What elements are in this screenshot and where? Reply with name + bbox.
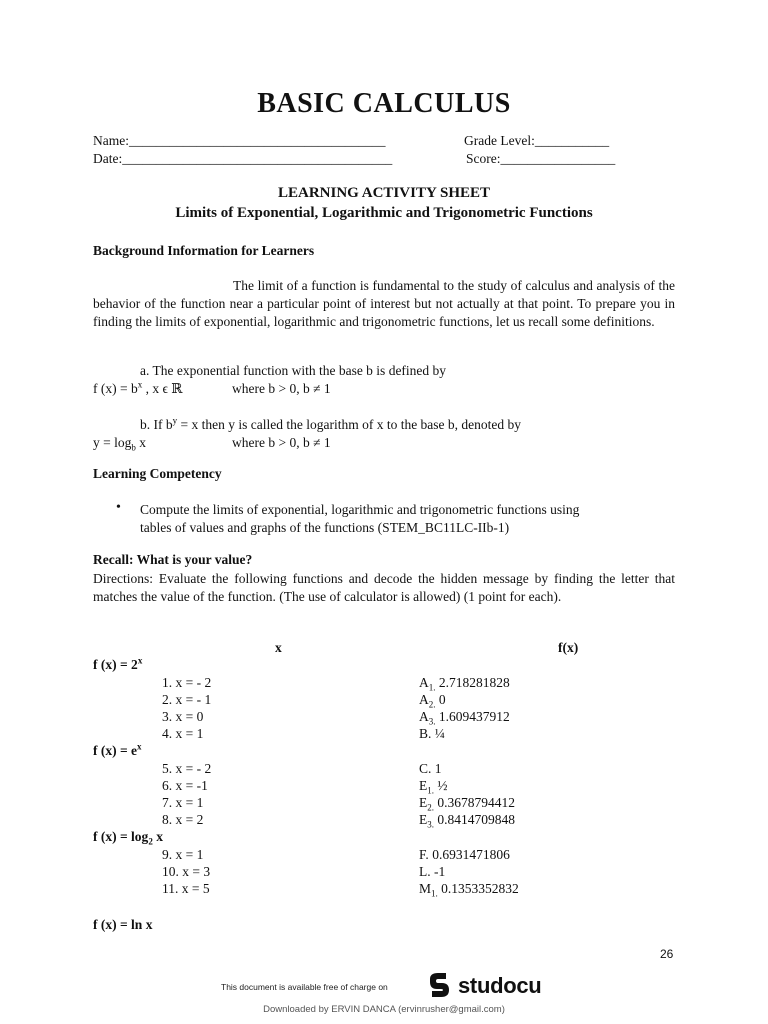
date-field: Date:________________________________________	[93, 151, 393, 166]
definition-b: b. If $b^y = x$ then y is called the logarithm of x to the base b, denoted by	[140, 415, 522, 432]
name-field: Name:______________________________________	[93, 133, 386, 148]
definition-b-condition: where b > 0, b ≠ 1	[232, 435, 331, 450]
item-value: $E_{1.}$ ½	[419, 778, 448, 796]
item-x: 6. x = -1	[162, 778, 208, 793]
definition-a-formula: f $(x) = b^x$ , x ϵ ℝ	[93, 379, 183, 396]
download-note: Downloaded by ERVIN DANCA (ervinrusher@gmail.com)	[263, 1004, 505, 1015]
item-x: 10. x = 3	[162, 864, 211, 879]
item-value: L. -1	[419, 864, 446, 879]
item-x: 1. x = - 2	[162, 675, 212, 690]
studocu-logo-icon[interactable]	[424, 970, 454, 1000]
function-label: f $(x) = e^x$	[93, 741, 142, 758]
item-value: $A_{3.}$ 1.609437912	[419, 709, 510, 727]
item-value: $A_{2.}$ 0	[419, 692, 446, 710]
page-title: BASIC CALCULUS	[257, 88, 511, 119]
function-label: f (x) = ln x	[93, 917, 153, 932]
competency-line-1: Compute the limits of exponential, logarithmic and trigonometric functions using	[140, 502, 580, 517]
item-x: 11. x = 5	[162, 881, 210, 896]
recall-directions: Directions: Evaluate the following functions and decode the hidden message by finding the letter that matches the value of the function. (The use of calculator is allowed) (1 point for each).	[93, 571, 675, 604]
recall-heading: Recall: What is your value?	[93, 552, 253, 567]
item-x: 4. x = 1	[162, 726, 204, 741]
definition-b-formula: $y = \log_b x$	[93, 435, 146, 453]
item-x: 9. x = 1	[162, 847, 204, 862]
background-heading: Background Information for Learners	[93, 243, 315, 258]
bullet-icon: •	[116, 500, 121, 515]
competency-line-2: tables of values and graphs of the functions (STEM_BC11LC-IIb-1)	[140, 520, 510, 535]
item-value: $A_{1.}$ 2.718281828	[419, 675, 510, 693]
studocu-brand[interactable]: studocu	[458, 973, 542, 998]
item-value: $E_{3.}$ 0.8414709848	[419, 812, 515, 830]
item-x: 2. x = - 1	[162, 692, 212, 707]
item-value: $M_{1.}$ 0.1353352832	[419, 881, 519, 899]
item-x: 7. x = 1	[162, 795, 204, 810]
item-x: 8. x = 2	[162, 812, 204, 827]
function-label: f $(x) = \log_2 x$	[93, 829, 163, 847]
definition-a-condition: where b > 0, b ≠ 1	[232, 381, 331, 396]
score-field: Score:_________________	[466, 151, 616, 166]
availability-note: This document is available free of charge on	[221, 982, 388, 992]
column-fx-header: f(x)	[558, 640, 579, 655]
sheet-heading: LEARNING ACTIVITY SHEET	[278, 185, 490, 201]
item-value: $E_{2.}$ 0.3678794412	[419, 795, 515, 813]
page-number: 26	[660, 947, 674, 961]
item-value: F. 0.6931471806	[419, 847, 510, 862]
function-label: f $(x) = 2^x$	[93, 655, 143, 672]
sheet-subheading: Limits of Exponential, Logarithmic and Trigonometric Functions	[175, 205, 593, 221]
item-x: 3. x = 0	[162, 709, 204, 724]
item-value: B. ¼	[419, 726, 445, 741]
column-x-header: x	[275, 640, 282, 655]
item-x: 5. x = - 2	[162, 761, 212, 776]
competency-heading: Learning Competency	[93, 466, 222, 481]
background-paragraph: The limit of a function is fundamental to the study of calculus and analysis of the behavior of the function near a particular point of interest but not actually at that point. To prepare you in finding the limits of exponential, logarithmic and trigonometric functions, let us recall some definitions.	[93, 278, 675, 329]
grade-level-field: Grade Level:___________	[464, 133, 610, 148]
item-value: C. 1	[419, 761, 442, 776]
definition-a: a. The exponential function with the base b is defined by	[140, 363, 447, 378]
